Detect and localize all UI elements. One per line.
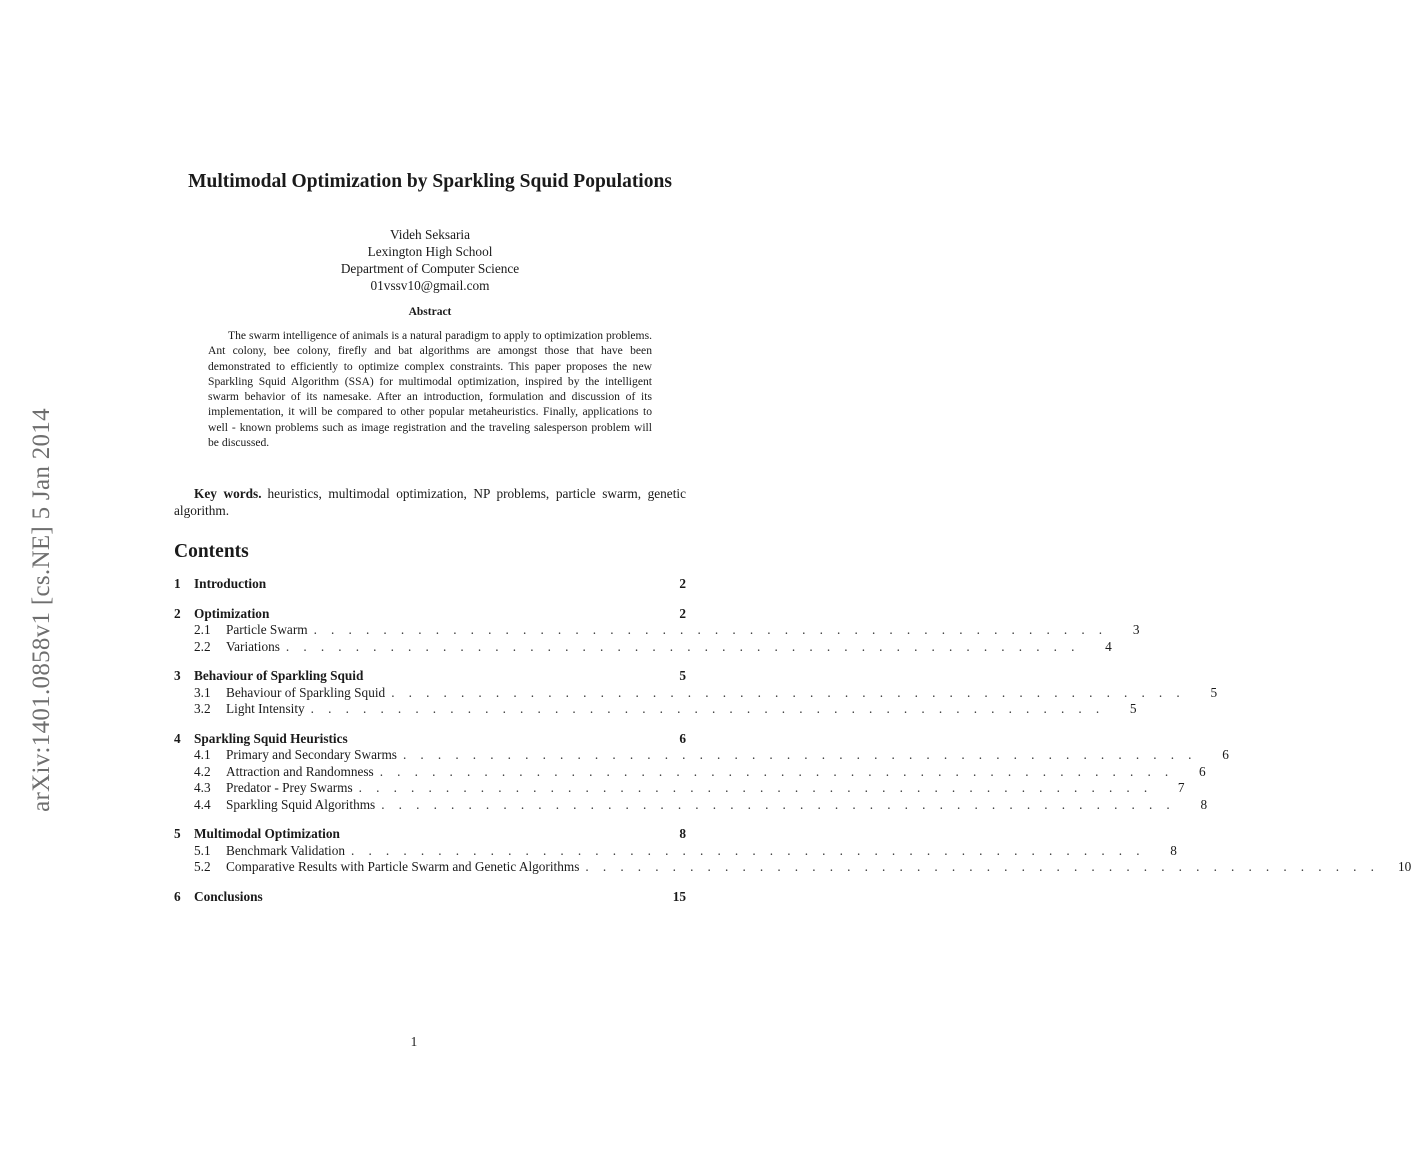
keywords-label: Key words.	[194, 486, 262, 501]
toc-page-number: 5	[679, 668, 686, 683]
toc-subsection-number: 5.2	[194, 859, 211, 874]
toc-section-number: 6	[174, 888, 181, 904]
toc-subsection-entry[interactable]	[174, 842, 1177, 860]
toc-page-number: 8	[1170, 842, 1177, 858]
toc-section-title: Multimodal Optimization	[194, 826, 340, 841]
toc-subsection-title: Attraction and Randomness	[226, 763, 374, 779]
toc-subsection-number: 2.1	[194, 622, 211, 637]
toc-leader-dots: . . . . . . . . . . . . . . . . . . . . . . . . . . . . . . . . . . . . . . . . . . . . . .	[379, 763, 1174, 779]
toc-page-number: 3	[1132, 622, 1140, 637]
toc-subsection-number: 4.2	[194, 763, 211, 779]
toc-section-title: Introduction	[194, 576, 267, 591]
toc-page-number: 4	[1105, 638, 1112, 654]
toc-subsection-number: 2.2	[194, 638, 211, 654]
toc-section-entry[interactable]	[174, 826, 686, 843]
toc-section	[174, 730, 1229, 814]
toc-page-number: 6	[1198, 763, 1206, 779]
toc-subsection-title: Particle Swarm	[226, 622, 308, 637]
toc-section-number: 5	[174, 826, 181, 841]
toc-page-number: 5	[1129, 701, 1137, 716]
arxiv-identifier: arXiv:1401.0858v1 [cs.NE] 5 Jan 2014	[28, 408, 56, 812]
toc-section-number: 1	[174, 576, 181, 591]
toc-subsection-entry[interactable]	[174, 763, 1206, 781]
toc-subsection-entry[interactable]	[174, 684, 1218, 702]
keywords	[174, 485, 686, 519]
contents-heading: Contents	[174, 541, 249, 562]
toc-subsection-number: 4.1	[194, 747, 211, 762]
author-block	[174, 226, 686, 294]
toc-leader-dots: . . . . . . . . . . . . . . . . . . . . . . . . . . . . . . . . . . . . . . . . . . . . . .	[391, 684, 1186, 700]
toc-subsection-title: Behaviour of Sparkling Squid	[226, 684, 386, 700]
toc-section-title: Sparkling Squid Heuristics	[194, 730, 348, 746]
arxiv-stamp	[18, 380, 66, 840]
toc-leader-dots: . . . . . . . . . . . . . . . . . . . . . . . . . . . . . . . . . . . . . . . . . . . . . .	[358, 780, 1153, 795]
toc-subsection-entry[interactable]	[174, 859, 1411, 876]
toc-page-number: 5	[1210, 684, 1218, 700]
toc-section-title: Optimization	[194, 605, 270, 621]
toc-section	[174, 889, 686, 906]
paper-title: Multimodal Optimization by Sparkling Squid Populations	[188, 171, 672, 192]
toc-subsection-title: Light Intensity	[226, 701, 305, 716]
toc-page-number: 2	[679, 576, 686, 591]
toc-subsection-number: 4.3	[194, 780, 211, 795]
abstract-heading: Abstract	[408, 306, 452, 318]
toc-section-number: 4	[174, 730, 181, 746]
toc-subsection-entry[interactable]	[174, 780, 1185, 797]
page-number: 1	[410, 1034, 418, 1049]
toc-page-number: 8	[1200, 796, 1208, 812]
toc-subsection-entry[interactable]	[174, 701, 1137, 718]
table-of-contents	[174, 576, 1411, 918]
toc-section-entry[interactable]	[174, 668, 686, 685]
toc-section-number: 2	[174, 605, 181, 621]
author-department: Department of Computer Science	[340, 261, 520, 276]
toc-section-number: 3	[174, 668, 181, 683]
toc-section-title: Behaviour of Sparkling Squid	[194, 668, 364, 683]
author-name: Videh Seksaria	[389, 227, 471, 242]
toc-leader-dots: . . . . . . . . . . . . . . . . . . . . . . . . . . . . . . . . . . . . . . . . . . . . . .	[402, 747, 1197, 762]
toc-leader-dots: . . . . . . . . . . . . . . . . . . . . . . . . . . . . . . . . . . . . . . . . . . . . . .	[585, 859, 1380, 874]
toc-subsection-number: 3.1	[194, 684, 211, 700]
toc-section-entry[interactable]	[174, 731, 686, 748]
keywords-text: heuristics, multimodal optimization, NP problems, particle swarm, genetic algorithm.	[174, 486, 686, 518]
toc-leader-dots: . . . . . . . . . . . . . . . . . . . . . . . . . . . . . . . . . . . . . . . . . . . . . .	[351, 842, 1145, 858]
toc-subsection-number: 4.4	[194, 796, 211, 812]
toc-subsection-entry[interactable]	[174, 796, 1208, 814]
toc-subsection-number: 3.2	[194, 701, 211, 716]
author-affiliation: Lexington High School	[367, 244, 493, 259]
toc-page-number: 15	[672, 888, 686, 904]
toc-page-number: 8	[679, 826, 686, 841]
abstract-text: The swarm intelligence of animals is a natural paradigm to apply to optimization problems. Ant colony, bee colony, firefly and bat algorithms are amongst those that have been demonstrated to efficiently to optimize complex constraints. This paper proposes the new Sparkling Squid Algorithm (SSA) for multimodal optimization, inspired by the intelligent swarm behavior of its namesake. After an introduction, formulation and discussion of its implementation, it will be compared to other popular metaheuristics. Finally, applications to well - known problems such as image registration and the traveling salesperson problem will be discussed.	[208, 329, 652, 450]
toc-leader-dots: . . . . . . . . . . . . . . . . . . . . . . . . . . . . . . . . . . . . . . . . . . . . . .	[310, 701, 1105, 716]
toc-page-number: 10	[1398, 859, 1411, 874]
author-email: 01vssv10@gmail.com	[370, 278, 490, 293]
toc-section	[174, 668, 1218, 718]
toc-page-number: 6	[679, 730, 686, 746]
toc-subsection-title: Benchmark Validation	[226, 842, 346, 858]
toc-page-number: 6	[1222, 747, 1229, 762]
toc-leader-dots: . . . . . . . . . . . . . . . . . . . . . . . . . . . . . . . . . . . . . . . . . . . . . .	[381, 796, 1176, 812]
toc-subsection-entry[interactable]	[174, 638, 1112, 656]
toc-section	[174, 826, 1411, 876]
toc-section-entry[interactable]	[174, 576, 686, 593]
toc-leader-dots: . . . . . . . . . . . . . . . . . . . . . . . . . . . . . . . . . . . . . . . . . . . . . .	[313, 622, 1108, 637]
toc-page-number: 2	[679, 605, 686, 621]
toc-subsection-title: Variations	[226, 638, 280, 654]
toc-section	[174, 605, 1140, 656]
toc-page-number: 7	[1177, 780, 1185, 795]
toc-subsection-entry[interactable]	[174, 622, 1140, 639]
toc-section-entry[interactable]	[174, 889, 686, 906]
toc-subsection-title: Sparkling Squid Algorithms	[226, 796, 376, 812]
toc-subsection-title: Primary and Secondary Swarms	[226, 747, 397, 762]
toc-subsection-title: Predator - Prey Swarms	[226, 780, 353, 795]
toc-leader-dots: . . . . . . . . . . . . . . . . . . . . . . . . . . . . . . . . . . . . . . . . . . . . . .	[285, 638, 1080, 654]
toc-subsection-number: 5.1	[194, 842, 211, 858]
toc-subsection-entry[interactable]	[174, 747, 1229, 764]
toc-subsection-title: Comparative Results with Particle Swarm and Genetic Algorithms	[226, 859, 580, 874]
toc-section-entry[interactable]	[174, 606, 686, 623]
toc-section	[174, 576, 686, 593]
toc-section-title: Conclusions	[194, 888, 263, 904]
